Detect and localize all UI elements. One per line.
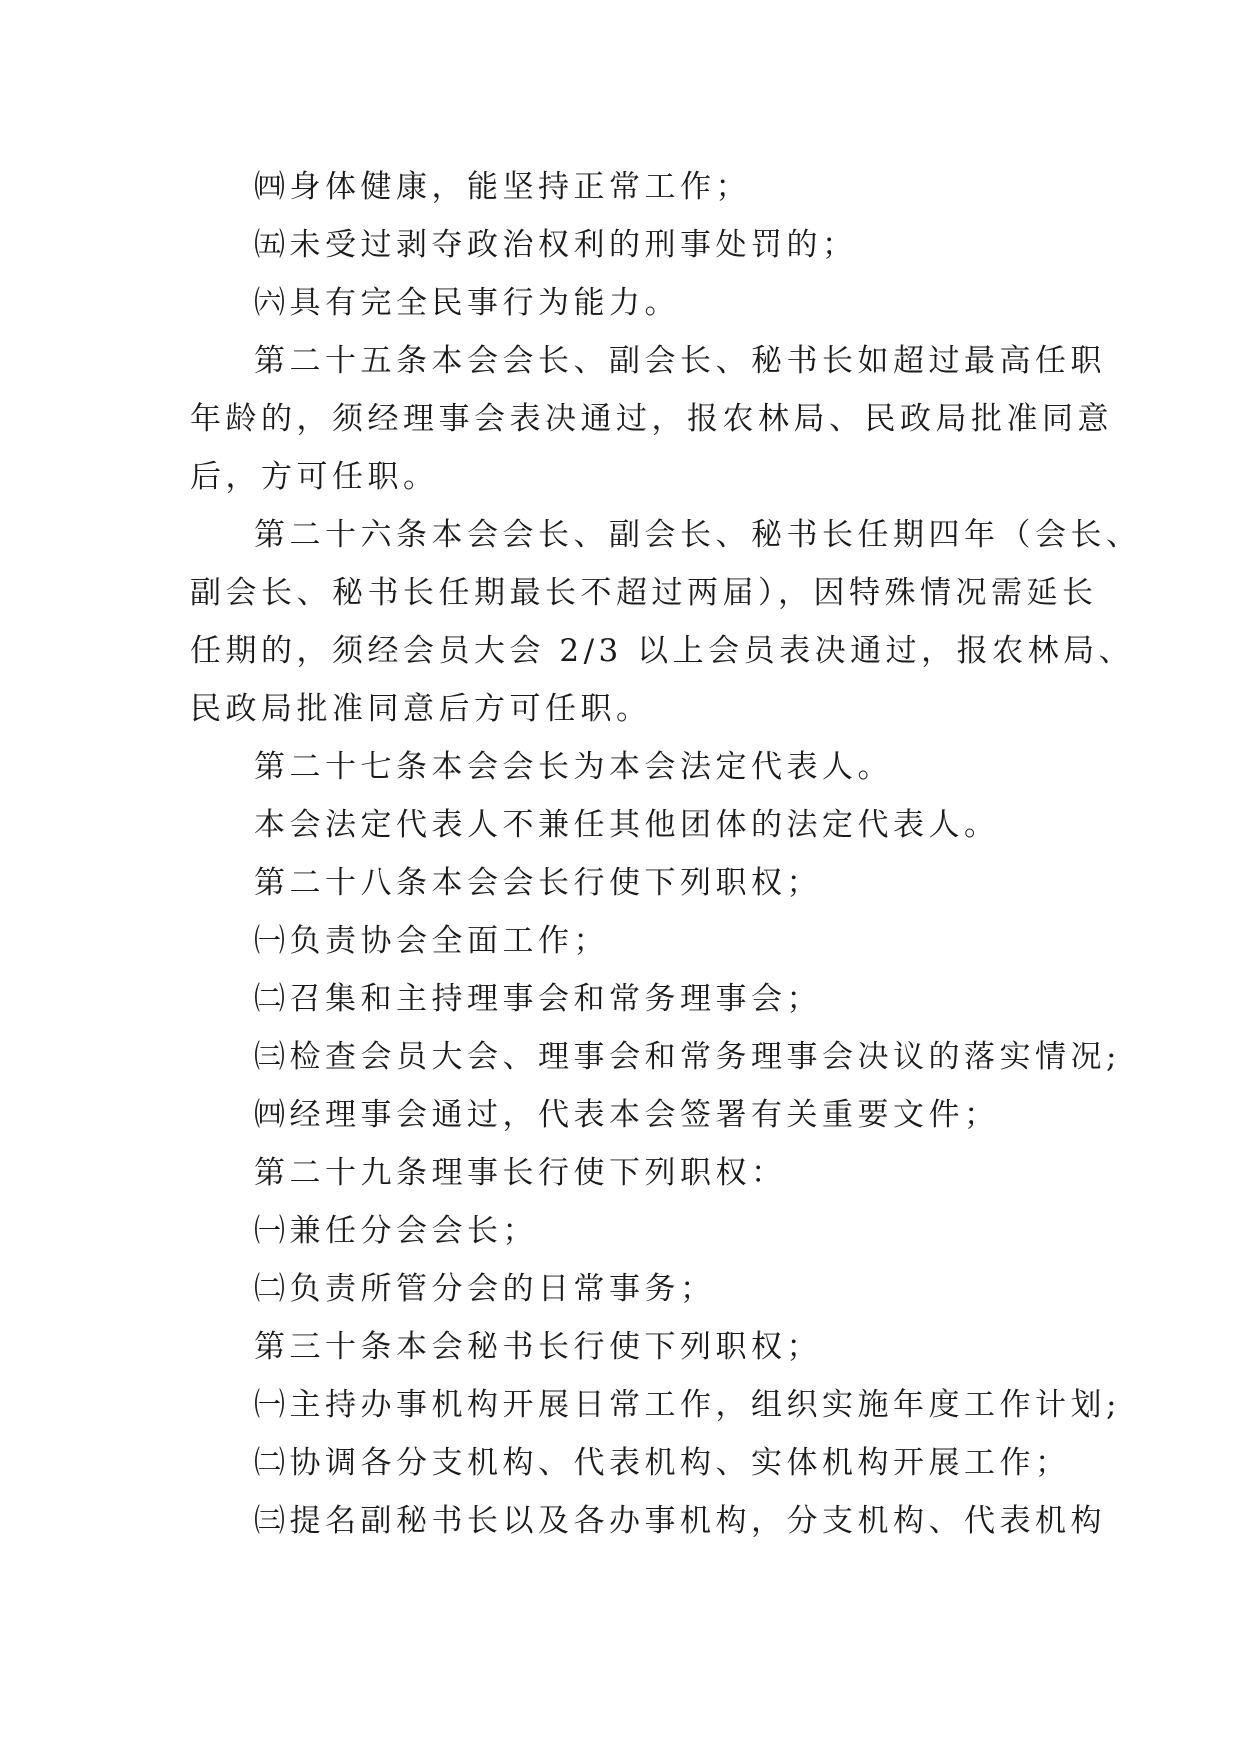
paragraph: [190, 1144, 1070, 1202]
text-line: 年龄的，须经理事会表决通过，报农林局、民政局批准同意: [190, 401, 1113, 437]
paragraph: [190, 1202, 1070, 1260]
text-line: ㈢提名副秘书长以及各办事机构，分支机构、代表机构: [254, 1503, 1106, 1539]
paragraph: [190, 1086, 1070, 1144]
text-line: 副会长、秘书长任期最长不超过两届），因特殊情况需延长: [190, 575, 1098, 611]
text-line: ㈢检查会员大会、理事会和常务理事会决议的落实情况;: [254, 1039, 1121, 1075]
paragraph: [190, 1434, 1070, 1492]
text-line: ㈤未受过剥夺政治权利的刑事处罚的；: [254, 227, 858, 263]
paragraph: [190, 738, 1070, 796]
text-line: 本会法定代表人不兼任其他团体的法定代表人。: [254, 807, 1000, 843]
text-line: ㈣身体健康，能坚持正常工作；: [254, 169, 751, 205]
paragraph: [190, 796, 1070, 854]
paragraph: [190, 1376, 1121, 1434]
paragraph: [190, 912, 1070, 970]
text-line: ㈣经理事会通过，代表本会签署有关重要文件；: [254, 1097, 1000, 1133]
text-line: 第二十六条本会会长、副会长、秘书长任期四年（会长、: [254, 517, 1142, 553]
paragraph: [190, 1028, 1121, 1086]
paragraph: [190, 1260, 1070, 1318]
paragraph: [190, 854, 1070, 912]
text-line: 第二十五条本会会长、副会长、秘书长如超过最高任职: [254, 343, 1106, 379]
paragraph: [190, 332, 1113, 506]
text-line: 任期的，须经会员大会 2/3 以上会员表决通过，报农林局、: [190, 633, 1135, 669]
text-line: ㈥具有完全民事行为能力。: [254, 285, 680, 321]
paragraph: [190, 158, 1070, 216]
text-line: 第二十七条本会会长为本会法定代表人。: [254, 749, 893, 785]
text-line: ㈠兼任分会会长；: [254, 1213, 538, 1249]
text-line: 后，方可任职。: [190, 459, 439, 495]
paragraph: [190, 1318, 1070, 1376]
document-body: [190, 158, 1142, 1550]
text-line: 民政局批准同意后方可任职。: [190, 691, 652, 727]
text-line: ㈡召集和主持理事会和常务理事会；: [254, 981, 822, 1017]
text-line: 第二十八条本会会长行使下列职权；: [254, 865, 822, 901]
text-line: ㈡负责所管分会的日常事务；: [254, 1271, 716, 1307]
paragraph: [190, 970, 1070, 1028]
text-line: 第二十九条理事长行使下列职权：: [254, 1155, 787, 1191]
text-line: ㈠主持办事机构开展日常工作，组织实施年度工作计划;: [254, 1387, 1121, 1423]
text-line: ㈡协调各分支机构、代表机构、实体机构开展工作；: [254, 1445, 1071, 1481]
text-line: ㈠负责协会全面工作；: [254, 923, 609, 959]
paragraph: [190, 506, 1142, 738]
paragraph: [190, 216, 1070, 274]
paragraph: [190, 1492, 1106, 1550]
text-line: 第三十条本会秘书长行使下列职权；: [254, 1329, 822, 1365]
paragraph: [190, 274, 1070, 332]
